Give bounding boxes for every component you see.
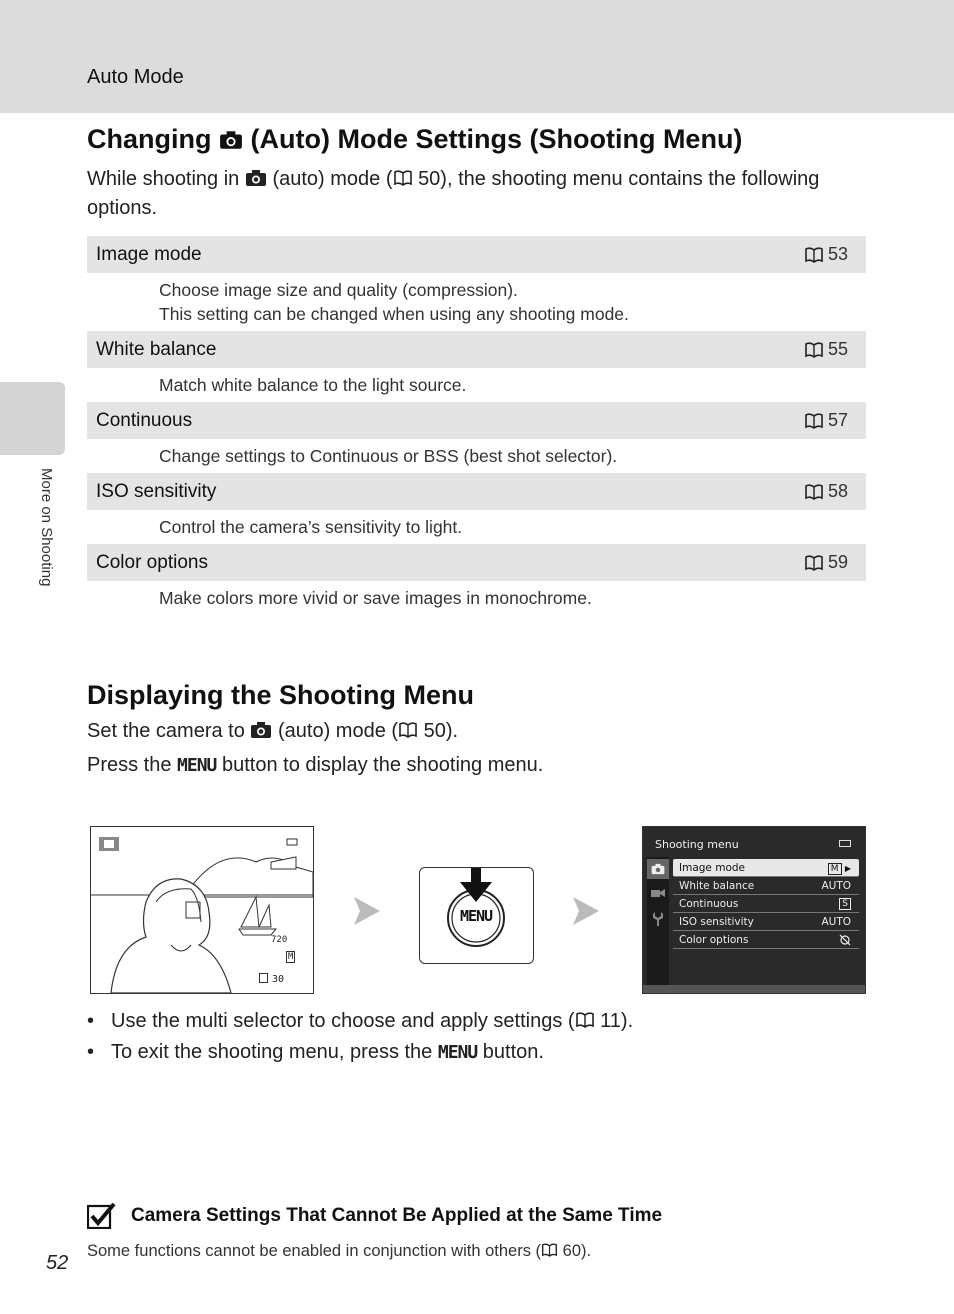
option-page-ref	[804, 244, 848, 265]
note-heading	[87, 1203, 662, 1229]
instruction-list	[87, 1006, 633, 1068]
option-page-ref	[804, 410, 848, 431]
option-desc	[87, 439, 866, 473]
option-page: 58	[827, 481, 848, 501]
option-row-color-options	[87, 544, 866, 581]
book-reference-icon	[541, 1243, 558, 1257]
option-desc-line: Match white balance to the light source.	[159, 375, 467, 395]
menu-button-label: MENU	[459, 907, 493, 925]
menu-bottom-bar	[643, 985, 865, 993]
option-page: 57	[827, 410, 848, 430]
intro-text-a: While shooting in	[87, 168, 240, 190]
menu-button-illustration	[419, 867, 534, 964]
book-reference-icon	[398, 722, 418, 738]
book-reference-icon	[804, 413, 824, 429]
menu-item-image-mode[interactable]	[673, 859, 859, 877]
option-name: ISO sensitivity	[96, 480, 217, 502]
camera-icon	[250, 721, 272, 739]
option-row-continuous	[87, 402, 866, 439]
note-text	[87, 1242, 591, 1261]
shooting-menu-list	[673, 859, 859, 949]
title-text-a: Changing	[87, 124, 212, 154]
bullet-text-a: To exit the shooting menu, press the	[111, 1041, 433, 1063]
intro-text-ref: 50), the shooting menu contains the following options.	[87, 168, 820, 219]
option-row-white-balance	[87, 331, 866, 368]
option-row-image-mode	[87, 236, 866, 273]
option-desc	[87, 510, 866, 544]
book-reference-icon	[804, 555, 824, 571]
option-desc	[87, 368, 866, 402]
list-item	[87, 1037, 633, 1068]
option-desc	[87, 273, 866, 331]
menu-item-value	[828, 862, 851, 874]
section2-title: Displaying the Shooting Menu	[87, 680, 474, 710]
arrow-right-icon	[352, 891, 384, 931]
options-table	[87, 236, 866, 615]
section-title	[87, 124, 742, 155]
menu-item-color-options[interactable]	[673, 931, 859, 949]
checkmark-icon	[87, 1203, 117, 1229]
menu-item-value: S	[839, 898, 851, 910]
frames-remaining	[259, 973, 284, 985]
list-item	[87, 1006, 633, 1037]
option-page: 59	[827, 552, 848, 572]
option-name: Color options	[96, 551, 208, 573]
page-header	[0, 0, 954, 113]
camera-icon	[245, 169, 267, 187]
frames-count: 30	[272, 974, 285, 985]
menu-item-label: Continuous	[679, 897, 739, 910]
shooting-menu-screen	[642, 826, 866, 994]
step1-text-a: Set the camera to	[87, 720, 245, 742]
note-text-a: Some functions cannot be enabled in conjunction with others (	[87, 1242, 542, 1260]
camera-live-view	[90, 826, 314, 994]
option-page-ref	[804, 481, 848, 502]
page-number: 52	[46, 1252, 69, 1274]
option-page: 53	[827, 244, 848, 264]
option-desc-line: This setting can be changed when using any shooting mode.	[159, 304, 629, 324]
book-reference-icon	[804, 484, 824, 500]
option-page: 55	[827, 339, 848, 359]
option-page-ref	[804, 339, 848, 360]
option-desc-line: Control the camera’s sensitivity to light.	[159, 517, 463, 537]
menu-item-label: Color options	[679, 933, 749, 946]
menu-glyph: MENU	[177, 755, 217, 776]
menu-item-label: Image mode	[679, 861, 745, 874]
memory-icon	[259, 973, 268, 983]
menu-glyph: MENU	[437, 1042, 478, 1063]
note-title: Camera Settings That Cannot Be Applied at the Same Time	[131, 1205, 663, 1226]
title-text-b: (Auto) Mode Settings (Shooting Menu)	[250, 124, 743, 154]
intro-paragraph	[87, 165, 847, 223]
menu-item-iso-sensitivity[interactable]	[673, 913, 859, 931]
intro-text-b: (auto) mode (	[272, 168, 393, 190]
bullet-text-b: 11).	[600, 1010, 634, 1032]
image-mode-badge: M	[288, 952, 294, 962]
live-view-illustration	[91, 827, 313, 993]
option-desc-line: Change settings to Continuous or BSS (best shot selector).	[159, 446, 618, 466]
battery-icon	[839, 840, 851, 847]
menu-item-value-text: M	[828, 863, 842, 875]
step1-text-b: (auto) mode (	[278, 720, 399, 742]
option-row-iso-sensitivity	[87, 473, 866, 510]
option-desc-line: Make colors more vivid or save images in monochrome.	[159, 588, 592, 608]
step-2	[87, 754, 543, 777]
book-reference-icon	[804, 342, 824, 358]
book-reference-icon	[393, 170, 413, 186]
book-reference-icon	[804, 247, 824, 263]
setup-tab-wrench-icon	[647, 909, 669, 929]
step-1	[87, 720, 458, 743]
option-desc	[87, 581, 866, 615]
option-name: Image mode	[96, 243, 202, 265]
option-page-ref	[804, 552, 848, 573]
section-label: Auto Mode	[87, 66, 184, 88]
step1-text-ref: 50).	[423, 720, 459, 742]
option-name: White balance	[96, 338, 217, 360]
book-reference-icon	[575, 1012, 595, 1028]
shooting-menu-title: Shooting menu	[655, 838, 739, 851]
movie-tab-icon	[647, 883, 669, 903]
menu-item-label: ISO sensitivity	[679, 915, 754, 928]
option-desc-line: Choose image size and quality (compression).	[159, 280, 518, 300]
shooting-tab-camera-icon	[647, 859, 669, 879]
note-text-b: 60).	[562, 1242, 592, 1260]
menu-item-value: AUTO	[821, 879, 851, 892]
menu-item-label: White balance	[679, 879, 755, 892]
side-tab	[0, 382, 65, 455]
bullet-text-b: button.	[482, 1041, 544, 1063]
menu-item-continuous[interactable]	[673, 895, 859, 913]
image-size-badge: 720	[271, 935, 288, 945]
step2-text-b: button to display the shooting menu.	[221, 754, 544, 776]
option-name: Continuous	[96, 409, 193, 431]
menu-item-white-balance[interactable]	[673, 877, 859, 895]
menu-item-value: AUTO	[821, 915, 851, 928]
bullet-text-a: Use the multi selector to choose and apply settings (	[111, 1010, 575, 1032]
arrow-right-icon	[571, 891, 603, 931]
color-off-icon	[839, 934, 851, 946]
side-tab-label: More on Shooting	[38, 468, 55, 587]
camera-icon	[219, 129, 243, 151]
step2-text-a: Press the	[87, 754, 172, 776]
chevron-right-icon: ▶	[844, 863, 851, 873]
